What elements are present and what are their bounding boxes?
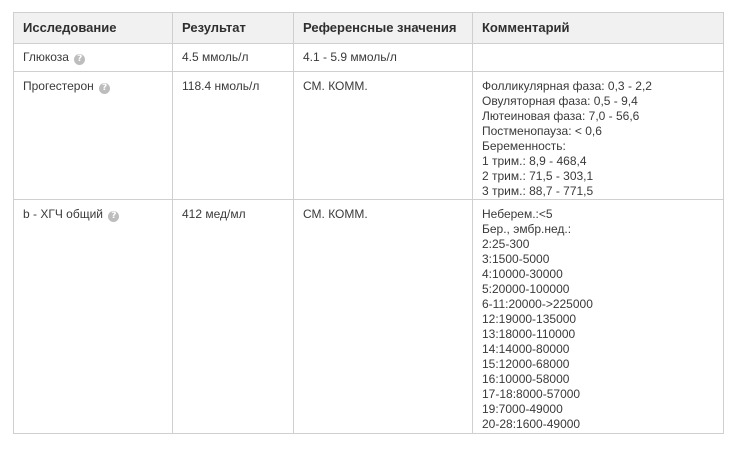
comment-line: 3:1500-5000 xyxy=(482,252,550,266)
comment-line: 19:7000-49000 xyxy=(482,402,563,416)
comment-line: 15:12000-68000 xyxy=(482,357,570,371)
comment-line: Беременность: xyxy=(482,139,566,153)
help-icon[interactable]: ? xyxy=(108,211,119,222)
reference-value: СМ. КОММ. xyxy=(294,200,473,434)
column-header-comment: Комментарий xyxy=(473,13,724,44)
comment-line: Лютеиновая фаза: 7,0 - 56,6 xyxy=(482,109,640,123)
test-name: Прогестерон xyxy=(23,79,94,93)
comment-line: Неберем.:<5 xyxy=(482,207,553,221)
comment-line: Постменопауза: < 0,6 xyxy=(482,124,602,138)
column-header-result: Результат xyxy=(173,13,294,44)
test-name: b - ХГЧ общий xyxy=(23,207,103,221)
column-header-reference: Референсные значения xyxy=(294,13,473,44)
comment-line: 17-18:8000-57000 xyxy=(482,387,581,401)
comment-line: Фолликулярная фаза: 0,3 - 2,2 xyxy=(482,79,652,93)
comment-line: 13:18000-110000 xyxy=(482,327,576,341)
reference-value: СМ. КОММ. xyxy=(294,72,473,200)
comment-line: 6-11:20000->225000 xyxy=(482,297,593,311)
help-icon[interactable]: ? xyxy=(99,83,110,94)
result-value: 412 мед/мл xyxy=(173,200,294,434)
comment-line: 12:19000-135000 xyxy=(482,312,577,326)
comment-line: 3 трим.: 88,7 - 771,5 xyxy=(482,184,594,198)
test-name: Глюкоза xyxy=(23,50,69,64)
comment-line: 2 трим.: 71,5 - 303,1 xyxy=(482,169,594,183)
result-value: 4.5 ммоль/л xyxy=(173,44,294,72)
column-header-test: Исследование xyxy=(14,13,173,44)
comment-line: 20-28:1600-49000 xyxy=(482,417,581,431)
table-row xyxy=(14,200,724,434)
comment-line: 16:10000-58000 xyxy=(482,372,570,386)
comment-line: Овуляторная фаза: 0,5 - 9,4 xyxy=(482,94,638,108)
result-value: 118.4 нмоль/л xyxy=(173,72,294,200)
comment-cell xyxy=(473,72,724,200)
table-row xyxy=(14,72,724,200)
reference-value: 4.1 - 5.9 ммоль/л xyxy=(294,44,473,72)
test-name-cell xyxy=(14,44,173,72)
table-header-row xyxy=(14,13,724,44)
test-name-cell xyxy=(14,72,173,200)
comment-line: 2:25-300 xyxy=(482,237,530,251)
table-row xyxy=(14,44,724,72)
comment-line: 14:14000-80000 xyxy=(482,342,570,356)
test-name-cell xyxy=(14,200,173,434)
comment-line: 5:20000-100000 xyxy=(482,282,570,296)
comment-cell xyxy=(473,200,724,434)
comment-line: 4:10000-30000 xyxy=(482,267,563,281)
help-icon[interactable]: ? xyxy=(74,54,85,65)
comment-cell xyxy=(473,44,724,72)
lab-results-table xyxy=(13,12,724,434)
comment-line: Бер., эмбр.нед.: xyxy=(482,222,572,236)
comment-line: 1 трим.: 8,9 - 468,4 xyxy=(482,154,587,168)
